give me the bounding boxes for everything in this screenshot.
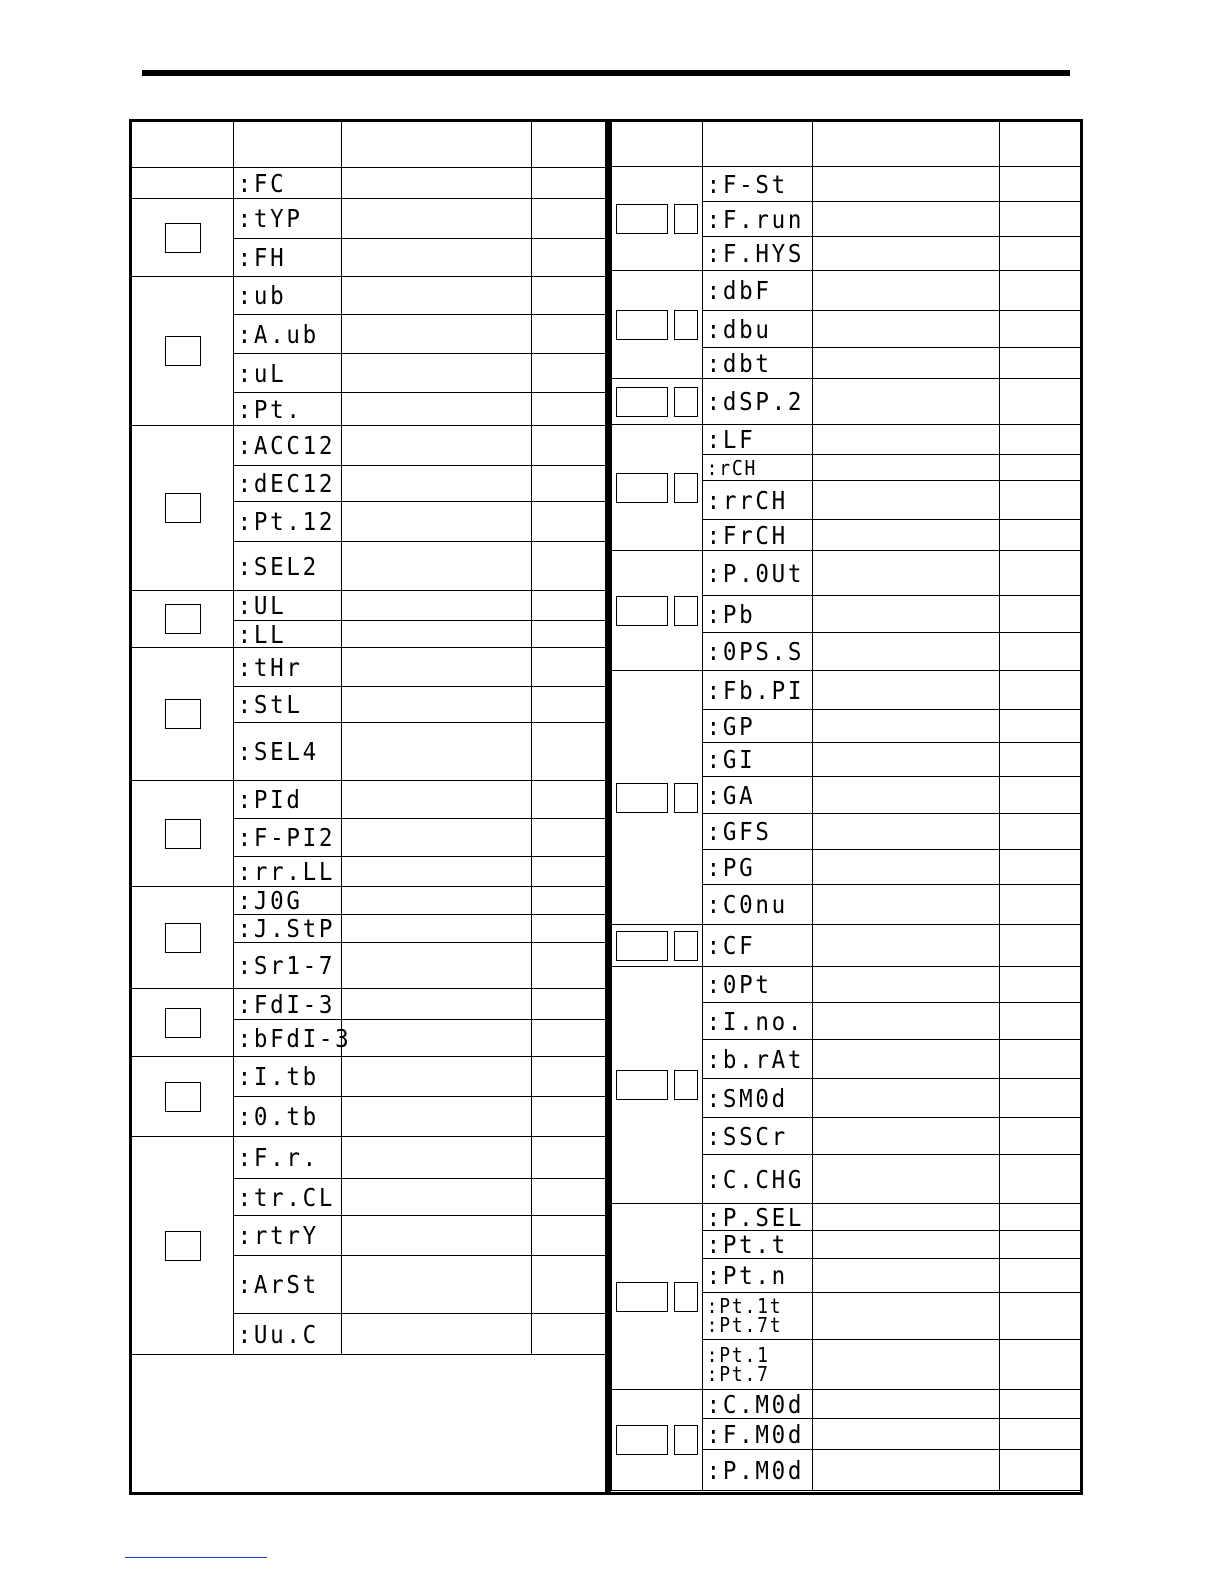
parameter-code: :I.no. [706, 1006, 805, 1036]
parameter-code: :FrCH [706, 520, 788, 550]
key-box [674, 1070, 698, 1100]
parameter-code: :ArSt [237, 1270, 319, 1299]
group-cell [132, 1137, 234, 1355]
table-row [612, 1390, 1081, 1419]
group-cell [132, 1057, 234, 1137]
table-row [132, 1057, 607, 1097]
table-row [612, 379, 1081, 425]
key-box [674, 387, 698, 417]
parameter-code: :tHr [237, 652, 303, 682]
key-box-pair [612, 1282, 702, 1312]
key-box-pair [612, 783, 702, 813]
key-box [616, 783, 668, 813]
parameter-code: :Pt.n [706, 1261, 788, 1290]
parameter-code: :dbF [706, 276, 772, 305]
table-row [612, 1204, 1081, 1231]
parameter-code: :LF [706, 425, 756, 454]
parameter-code: :rCH [706, 455, 758, 480]
parameter-code: :rrCH [706, 485, 788, 515]
key-box [616, 1282, 668, 1312]
parameter-code: :0PS.S [706, 637, 805, 666]
parameter-code: :StL [237, 690, 303, 719]
key-box-pair [612, 1425, 702, 1455]
key-box [674, 1425, 698, 1455]
group-cell [132, 989, 234, 1057]
parameter-code: :SSCr [706, 1121, 788, 1151]
table-row [612, 671, 1081, 710]
parameter-code: :rtrY [237, 1221, 319, 1250]
parameter-code: :GP [706, 711, 756, 741]
header-cell [132, 122, 234, 168]
table-row [132, 887, 607, 915]
table-row [132, 591, 607, 621]
key-box [616, 473, 668, 503]
table-row [132, 277, 607, 315]
table-row [612, 271, 1081, 311]
parameter-code: :F.run [706, 204, 805, 234]
footer-link-underline [125, 1557, 267, 1558]
parameter-code: :rr.LL [237, 857, 336, 886]
key-box [674, 204, 698, 234]
key-box [165, 336, 201, 366]
group-cell [612, 925, 703, 967]
parameter-code: :C.CHG [706, 1164, 805, 1194]
parameter-code: :GFS [706, 817, 772, 846]
parameter-code: :F-St [706, 169, 788, 199]
parameter-code: :FC [237, 168, 287, 198]
key-box-pair [612, 204, 702, 234]
key-box [674, 1282, 698, 1312]
parameter-code: :F.HYS [706, 239, 805, 268]
parameter-code: :Pt.1 :Pt.7 [706, 1342, 770, 1386]
parameter-code: :dbu [706, 314, 772, 344]
key-box [616, 1070, 668, 1100]
table-row [612, 551, 1081, 596]
key-box [165, 223, 201, 253]
table-row [612, 925, 1081, 967]
parameter-code: :uL [237, 358, 287, 388]
key-box [165, 1231, 201, 1261]
key-box [674, 783, 698, 813]
parameter-code: :0.tb [237, 1102, 319, 1131]
table-header-row [612, 122, 1081, 167]
table-row [132, 1137, 607, 1179]
table-row [132, 199, 607, 239]
header-cell [1000, 122, 1081, 167]
parameter-code: :P.0Ut [706, 558, 805, 588]
parameter-code: :LL [237, 619, 287, 649]
parameter-code: :PG [706, 852, 756, 882]
parameter-code: :Pt.12 [237, 507, 336, 536]
key-box [616, 1425, 668, 1455]
header-cell [703, 122, 813, 167]
key-box [616, 596, 668, 626]
parameter-code: :0Pt [706, 970, 772, 999]
group-cell [612, 271, 703, 379]
group-cell [612, 671, 703, 925]
parameter-code: :GI [706, 745, 756, 774]
parameter-code: :Pt.1t :Pt.7t [706, 1294, 783, 1337]
parameter-code: :CF [706, 931, 756, 960]
key-box [616, 931, 668, 961]
key-box-pair [612, 1070, 702, 1100]
parameter-code: :J0G [237, 886, 303, 915]
parameter-code: :J.StP [237, 914, 336, 943]
group-cell [132, 781, 234, 887]
parameter-code: :Pb [706, 599, 756, 629]
parameter-code: :PId [237, 785, 303, 814]
group-cell [132, 887, 234, 989]
header-cell [532, 122, 607, 168]
parameter-code: :FH [237, 243, 287, 272]
key-box [165, 604, 201, 634]
header-cell [234, 122, 342, 168]
parameter-code: :Fb.PI [706, 675, 805, 705]
left-parameter-table [131, 121, 607, 1355]
parameter-code: :SEL4 [237, 737, 319, 766]
parameter-code: :SM0d [706, 1083, 788, 1113]
parameter-code: :b.rAt [706, 1044, 805, 1074]
table-row [132, 426, 607, 466]
parameter-code: :tr.CL [237, 1182, 336, 1212]
parameter-code: :dSP.2 [706, 387, 805, 416]
header-cell [612, 122, 703, 167]
table-row [132, 168, 607, 199]
key-box [674, 473, 698, 503]
parameter-code: :dbt [706, 348, 772, 378]
group-cell [612, 1204, 703, 1390]
parameter-code: :Pt. [237, 394, 303, 424]
parameter-code: :Pt.t [706, 1230, 788, 1259]
parameter-code: :F-PI2 [237, 823, 336, 852]
key-box-pair [612, 473, 702, 503]
group-cell [132, 648, 234, 781]
parameter-code: :Uu.C [237, 1319, 319, 1349]
group-cell [612, 425, 703, 551]
parameter-code: :P.M0d [706, 1455, 805, 1485]
group-cell [612, 967, 703, 1204]
header-cell [342, 122, 532, 168]
parameter-code: :P.SEL [706, 1202, 805, 1232]
parameter-code: :C.M0d [706, 1389, 805, 1419]
table-row [612, 967, 1081, 1003]
parameter-code: :ACC12 [237, 431, 336, 460]
table-row [132, 989, 607, 1020]
group-cell [612, 1390, 703, 1491]
parameter-code: :UL [237, 591, 287, 620]
table-row [132, 648, 607, 687]
key-box [674, 596, 698, 626]
group-cell [132, 426, 234, 591]
parameter-code: :F.r. [237, 1143, 319, 1172]
parameter-code: :Sr1-7 [237, 951, 336, 980]
table-row [132, 781, 607, 819]
right-parameter-table [611, 121, 1081, 1491]
table-row [612, 425, 1081, 455]
key-box [674, 310, 698, 340]
parameter-code: :A.ub [237, 319, 319, 349]
table-header-row [132, 122, 607, 168]
key-box [616, 387, 668, 417]
key-box [674, 931, 698, 961]
parameter-code: :F.M0d [706, 1419, 805, 1449]
group-cell [612, 167, 703, 271]
parameter-code: :bFdI-3 [237, 1023, 352, 1053]
key-box [165, 819, 201, 849]
key-box [616, 204, 668, 234]
key-box-pair [612, 931, 702, 961]
parameter-code: :C0nu [706, 890, 788, 919]
group-cell [132, 277, 234, 426]
key-box [616, 310, 668, 340]
parameter-code: :I.tb [237, 1062, 319, 1091]
group-cell [132, 168, 234, 199]
group-cell [132, 199, 234, 277]
header-cell [813, 122, 1000, 167]
group-cell [612, 379, 703, 425]
top-rule [142, 70, 1070, 76]
parameter-code: :SEL2 [237, 551, 319, 581]
key-box [165, 923, 201, 953]
key-box [165, 493, 201, 523]
group-cell [132, 591, 234, 648]
key-box [165, 1008, 201, 1038]
parameter-code: :FdI-3 [237, 989, 336, 1019]
parameter-code: :dEC12 [237, 469, 336, 498]
key-box-pair [612, 596, 702, 626]
parameter-code: :ub [237, 281, 287, 310]
key-box [165, 1082, 201, 1112]
key-box-pair [612, 310, 702, 340]
key-box [165, 699, 201, 729]
parameter-code: :GA [706, 780, 756, 810]
group-cell [612, 551, 703, 671]
key-box-pair [612, 387, 702, 417]
parameter-code: :tYP [237, 204, 303, 233]
table-row [612, 167, 1081, 202]
